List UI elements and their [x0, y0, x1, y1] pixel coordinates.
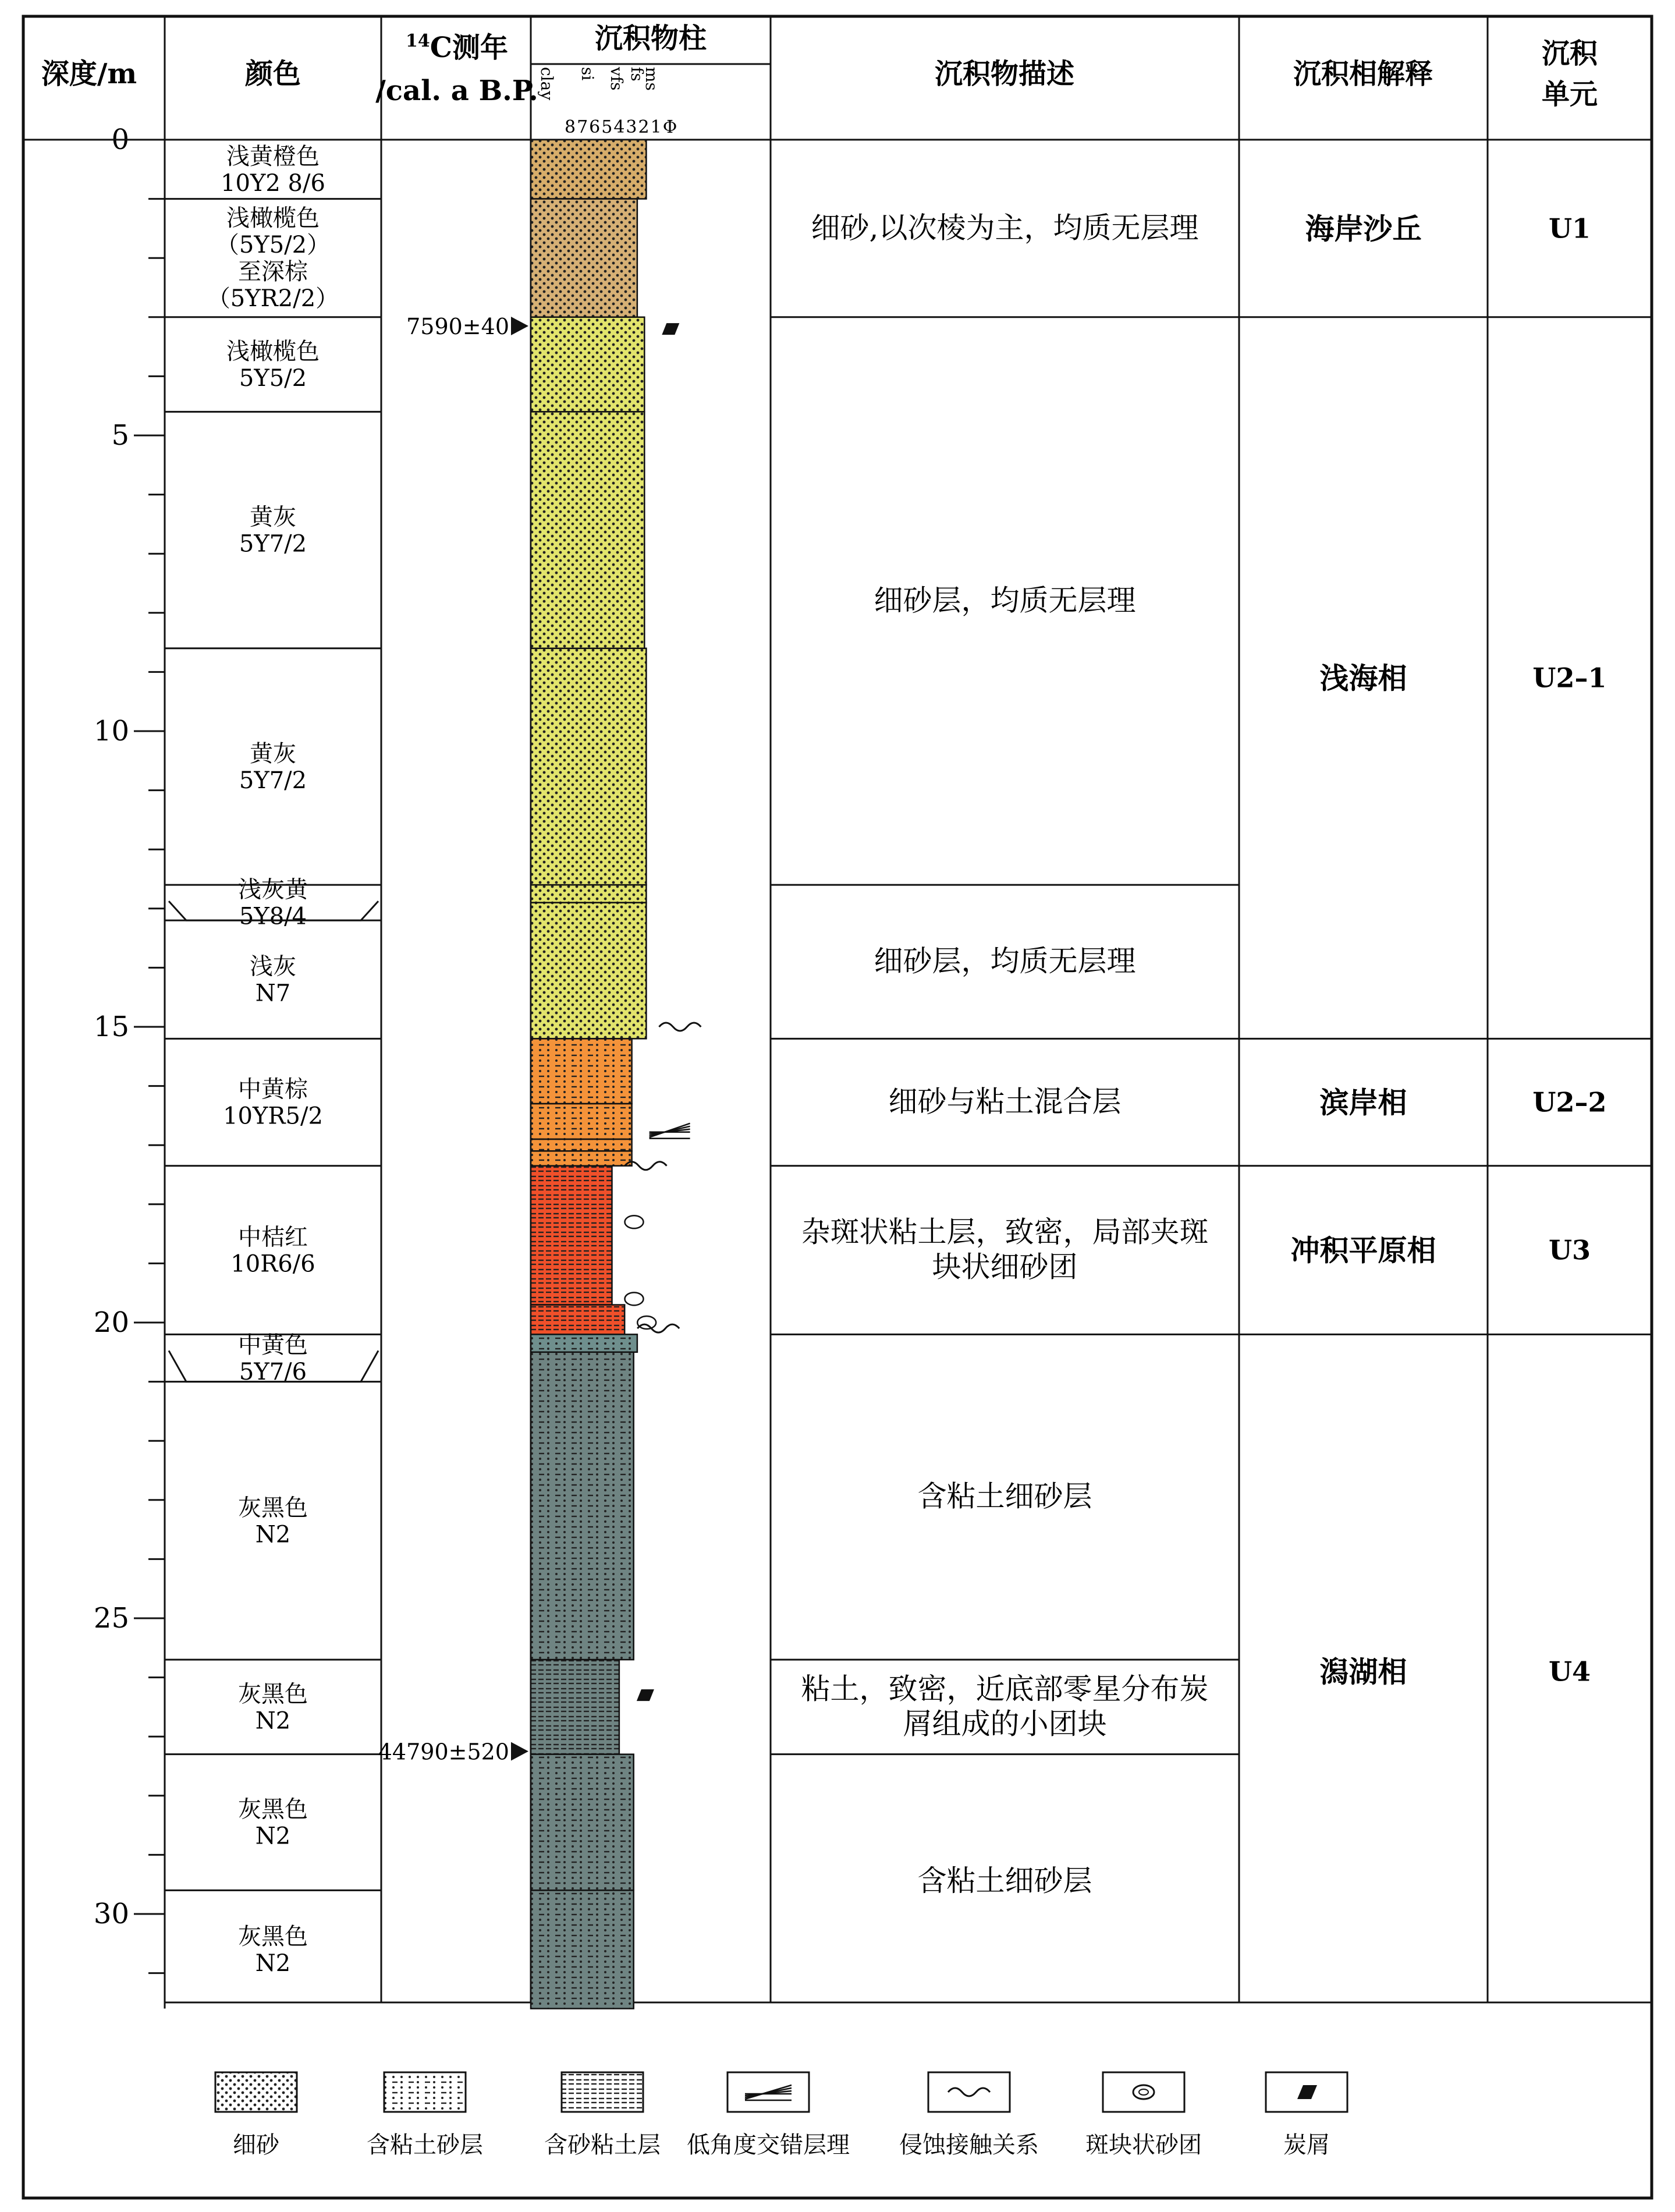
legend-item-sandy-clay — [544, 2072, 661, 2158]
bed-pattern — [531, 317, 644, 412]
unit-header-line1: 沉积 — [1541, 37, 1598, 70]
description-text: 细砂与粘土混合层 — [888, 1084, 1122, 1119]
color-cell-text: 5Y7/2 — [239, 530, 307, 558]
color-cell-text: N2 — [255, 1521, 291, 1548]
color-column — [165, 143, 381, 1977]
grain-class-label: clay — [537, 67, 556, 101]
phi-scale: 87654321Φ — [565, 117, 679, 137]
legend-swatch — [562, 2072, 643, 2112]
unit-label: U2–1 — [1532, 662, 1607, 694]
bed-pattern — [531, 140, 646, 199]
bed-pattern — [531, 1334, 637, 1352]
bed-pattern — [531, 1352, 634, 1660]
color-cell-text: N2 — [255, 1707, 291, 1735]
bed-pattern — [531, 1038, 632, 1104]
bed-pattern — [531, 1660, 619, 1754]
grain-class-label: si — [578, 67, 597, 81]
color-cell-text: 10R6/6 — [230, 1250, 315, 1278]
grain-class-label: ms — [642, 67, 661, 91]
color-cell-text: 浅黄橙色 — [226, 143, 320, 170]
description-text: 细砂,以次棱为主，均质无层理 — [811, 211, 1199, 245]
color-cell-text: 灰黑色 — [238, 1681, 308, 1708]
legend-item-charcoal — [1266, 2072, 1347, 2158]
legend-item-cross-bedding — [687, 2072, 850, 2158]
bed-pattern — [531, 199, 637, 317]
depth-label: 25 — [93, 1602, 129, 1635]
facies-label: 冲积平原相 — [1290, 1233, 1436, 1268]
color-cell-text: （5Y5/2） — [215, 232, 331, 259]
sediment-column — [531, 140, 646, 2009]
depth-label: 10 — [93, 715, 129, 747]
bed-pattern — [531, 1754, 634, 1891]
description-header: 沉积物描述 — [934, 58, 1075, 90]
mottle-symbol — [625, 1215, 644, 1228]
bed-pattern — [531, 1104, 632, 1139]
charcoal-symbol — [637, 1689, 654, 1701]
bed-pattern — [531, 1139, 632, 1151]
legend — [215, 2072, 1347, 2158]
description-text: 屑组成的小团块 — [903, 1707, 1107, 1741]
legend-swatch — [215, 2072, 297, 2112]
color-cell-text: 浅灰 — [250, 953, 296, 980]
grain-class-label: vfs — [607, 67, 626, 91]
description-column — [771, 211, 1239, 1898]
color-cell-text: 黄灰 — [250, 504, 296, 531]
unit-label: U1 — [1548, 212, 1591, 244]
facies-label: 潟湖相 — [1319, 1654, 1407, 1689]
bed-pattern — [531, 1166, 612, 1305]
color-cell-text: 灰黑色 — [238, 1796, 308, 1823]
legend-label: 低角度交错层理 — [687, 2132, 850, 2158]
c14-date-label: 7590±40 — [406, 314, 509, 340]
c14-sample-marker — [511, 317, 528, 335]
description-text: 含粘土细砂层 — [917, 1479, 1092, 1513]
color-cell-text: 灰黑色 — [238, 1923, 308, 1950]
color-cell-text: 5Y8/4 — [239, 903, 307, 930]
c14-unit-header: /cal. a B.P. — [375, 75, 538, 107]
color-header: 颜色 — [244, 58, 301, 90]
bed-pattern — [531, 1151, 632, 1165]
legend-label: 含粘土砂层 — [367, 2132, 483, 2158]
c14-dates — [378, 314, 528, 1765]
description-text: 块状细砂团 — [932, 1250, 1078, 1284]
depth-axis — [23, 123, 165, 2009]
description-text: 含粘土细砂层 — [917, 1864, 1092, 1898]
facies-header: 沉积相解释 — [1293, 58, 1433, 90]
facies-label: 浅海相 — [1319, 661, 1407, 696]
cross-bedding-symbol — [650, 1123, 690, 1139]
c14-header-main: C测年 — [430, 31, 508, 64]
grain-class-label: fs — [627, 67, 647, 81]
depth-label: 15 — [93, 1011, 129, 1043]
unit-label: U3 — [1548, 1234, 1591, 1266]
description-text: 杂斑状粘土层，致密，局部夹斑 — [801, 1215, 1209, 1249]
legend-item-mottle — [1085, 2072, 1202, 2158]
color-cell-text: N2 — [255, 1823, 291, 1850]
c14-header — [406, 31, 508, 64]
depth-label: 5 — [111, 419, 129, 452]
color-cell-text: 灰黑色 — [238, 1494, 308, 1522]
charcoal-symbol — [662, 323, 679, 335]
grain-size-labels — [537, 66, 661, 100]
description-text: 细砂层，均质无层理 — [874, 944, 1136, 979]
legend-label: 炭屑 — [1283, 2132, 1330, 2158]
mottle-symbol — [625, 1292, 644, 1305]
legend-swatch — [384, 2072, 466, 2112]
description-text: 细砂层，均质无层理 — [874, 583, 1136, 618]
unit-label: U2–2 — [1532, 1086, 1607, 1118]
color-cell-text: 至深棕 — [238, 258, 308, 286]
bed-pattern — [531, 648, 646, 885]
facies-label: 滨岸相 — [1319, 1085, 1407, 1120]
facies-column — [1239, 211, 1488, 1689]
legend-label: 斑块状砂团 — [1085, 2132, 1202, 2158]
bed-pattern — [531, 1305, 624, 1335]
legend-label: 细砂 — [233, 2132, 279, 2158]
bed-pattern — [531, 1890, 634, 2008]
unit-header-line2: 单元 — [1541, 78, 1598, 111]
depth-label: 30 — [93, 1898, 129, 1930]
depth-label: 20 — [93, 1306, 129, 1339]
unit-column — [1488, 212, 1652, 1687]
color-cell-text: N7 — [255, 980, 291, 1007]
legend-item-clayey-sand — [367, 2072, 483, 2158]
color-cell-text: 黄灰 — [250, 740, 296, 767]
color-cell-text: 浅灰黄 — [238, 876, 308, 903]
color-cell-text: 10YR5/2 — [223, 1103, 323, 1130]
c14-superscript: 14 — [406, 31, 430, 51]
c14-sample-marker — [511, 1742, 528, 1761]
bed-pattern — [531, 903, 646, 1039]
bed-pattern — [531, 412, 644, 648]
unit-label: U4 — [1548, 1656, 1591, 1688]
facies-label: 海岸沙丘 — [1305, 211, 1422, 246]
color-cell-text: 5Y7/2 — [239, 767, 307, 794]
description-text: 粘土，致密，近底部零星分布炭 — [801, 1672, 1209, 1706]
erosion-symbol — [659, 1023, 701, 1031]
legend-item-erosion — [899, 2072, 1039, 2158]
color-cell-text: 浅橄榄色 — [226, 338, 320, 366]
color-cell-text: 5Y5/2 — [239, 365, 307, 392]
depth-label: 0 — [111, 123, 129, 156]
color-cell-text: 中黄棕 — [238, 1076, 308, 1103]
column-header: 沉积物柱 — [594, 22, 707, 55]
color-cell-text: 浅橄榄色 — [226, 205, 320, 232]
color-cell-text: （5YR2/2） — [207, 285, 339, 313]
legend-label: 侵蚀接触关系 — [899, 2132, 1039, 2158]
color-cell-text: 中桔红 — [238, 1224, 308, 1251]
legend-swatch — [928, 2072, 1010, 2112]
legend-label: 含砂粘土层 — [544, 2132, 661, 2158]
color-cell-text: 中黄色 — [238, 1331, 308, 1359]
color-cell-text: 5Y7/6 — [239, 1358, 307, 1385]
bed-pattern — [531, 885, 646, 902]
depth-header: 深度/m — [41, 58, 137, 90]
c14-date-label: 44790±520 — [378, 1739, 509, 1765]
legend-item-fine-sand — [215, 2072, 297, 2158]
color-cell-text: N2 — [255, 1949, 291, 1977]
mottle-symbol — [637, 1316, 656, 1329]
color-cell-text: 10Y2 8/6 — [221, 169, 325, 197]
